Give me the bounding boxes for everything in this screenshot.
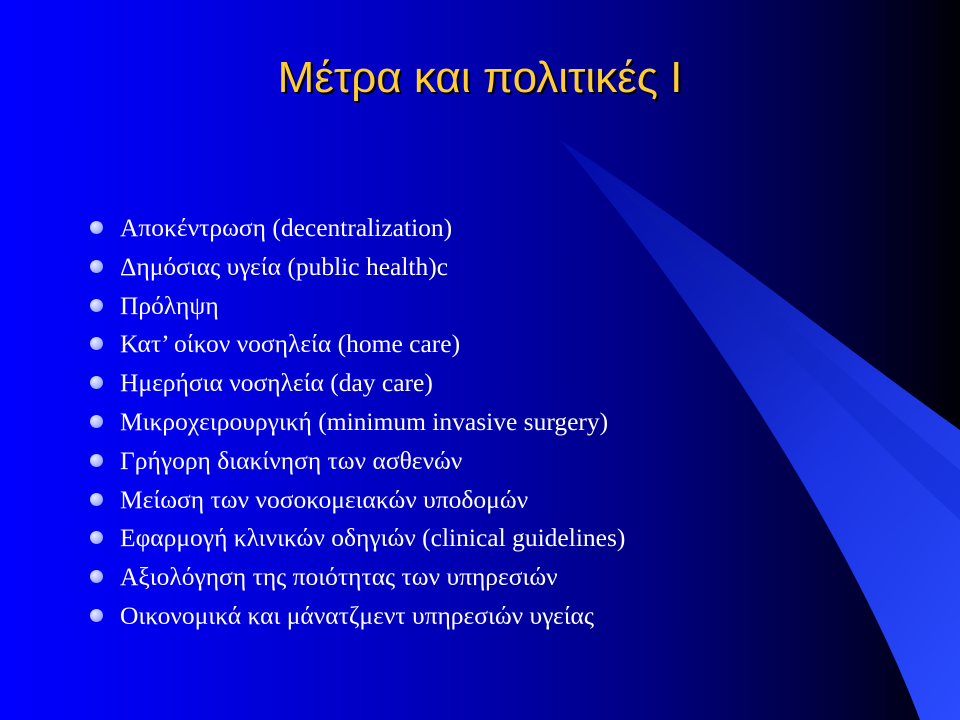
bullet-text: Μείωση των νοσοκομειακών υποδομών — [120, 484, 529, 514]
bullet-item — [90, 442, 625, 481]
bullet-text: Γρήγορη διακίνηση των ασθενών — [120, 445, 463, 475]
bullet-text: Κατ’ οίκον νοσηλεία (home care) — [120, 329, 461, 359]
bullet-item — [90, 558, 625, 597]
slide-title: Μέτρα και πολιτικές Ι — [277, 53, 683, 102]
bullet-icon — [90, 493, 103, 506]
bullet-icon — [90, 299, 103, 312]
bullet-text: Οικονομικά και μάνατζμεντ υπηρεσιών υγείας — [120, 600, 595, 630]
bullet-item — [90, 364, 625, 403]
bullet-icon — [90, 221, 103, 234]
bullet-icon — [90, 260, 103, 273]
bullet-text: Μικροχειρουργική (minimum invasive surgery) — [120, 406, 609, 436]
bullet-icon — [90, 531, 103, 544]
bullet-text: Αξιολόγηση της ποιότητας των υπηρεσιών — [120, 562, 558, 592]
bullet-icon — [90, 376, 103, 389]
bullet-item — [90, 481, 625, 520]
bullet-icon — [90, 454, 103, 467]
bullet-item — [90, 248, 625, 287]
bullet-text: Δημόσιας υγεία (public health)c — [120, 251, 449, 281]
bullet-icon — [90, 415, 103, 428]
bullet-text: Ημερήσια νοσηλεία (day care) — [120, 368, 433, 398]
bullet-item — [90, 287, 625, 326]
bullet-item — [90, 209, 625, 248]
bullet-list — [90, 209, 625, 636]
bullet-item — [90, 403, 625, 442]
bullet-text: Εφαρμογή κλινικών οδηγιών (clinical guidelines) — [120, 523, 626, 553]
bullet-item — [90, 597, 625, 636]
bullet-icon — [90, 609, 103, 622]
bullet-icon — [90, 570, 103, 583]
bullet-icon — [90, 337, 103, 350]
bullet-text: Αποκέντρωση (decentralization) — [120, 213, 453, 242]
bullet-item — [90, 519, 625, 558]
bullet-item — [90, 325, 625, 364]
bullet-text: Πρόληψη — [120, 290, 219, 320]
